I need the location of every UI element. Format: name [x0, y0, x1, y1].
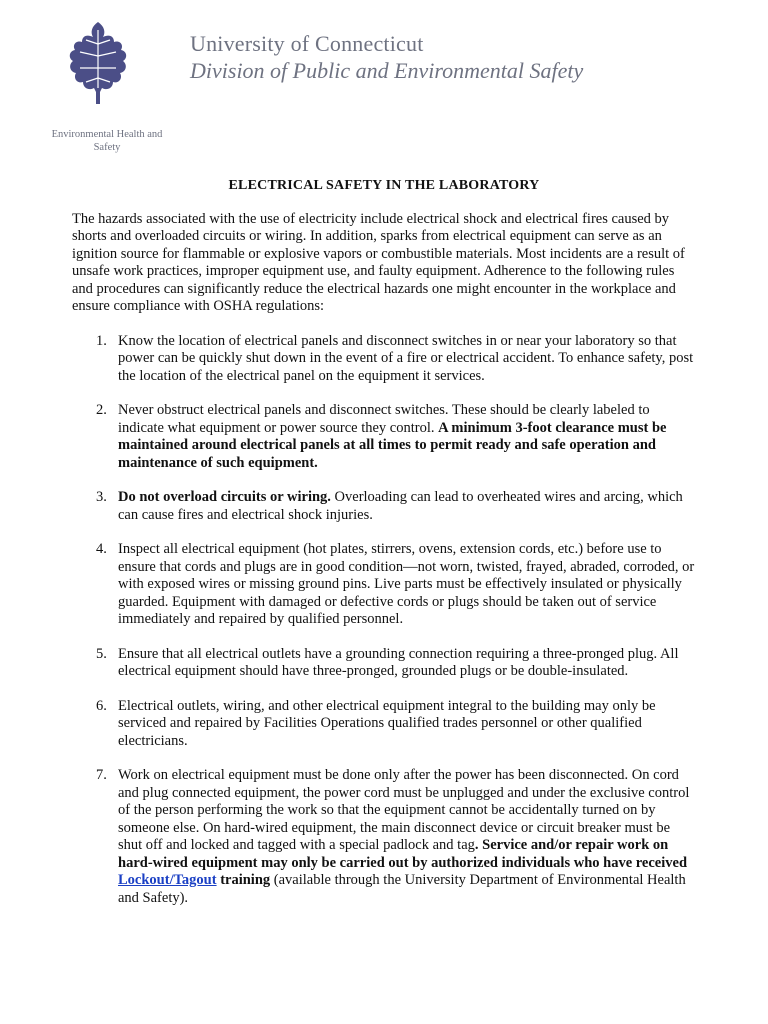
item-number: 6.: [96, 697, 107, 714]
list-item: [72, 646, 696, 681]
item-text: Ensure that all electrical outlets have a grounding connection requiring a three-pronged plug. All electrical equipment should have three-pronged, grounded plugs or be double-insulated.: [118, 645, 679, 679]
item-number: 5.: [96, 645, 107, 662]
item-text: Inspect all electrical equipment (hot plates, stirrers, ovens, extension cords, etc.) before use to ensure that cords and plugs are in good condition—not worn, twisted, frayed, abraded, corroded, or with exposed wires or missing ground pins. Live parts must be effectively insulated or physically guarded. Equipment with damaged or defective cords or plugs should be taken out of service immediately and repaired by qualified personnel.: [118, 541, 695, 627]
item-number: 1.: [96, 332, 107, 349]
item-text: Never obstruct electrical panels and disconnect switches. These should be clearly labeled to indicate what equipment or power source they control.: [118, 402, 650, 436]
oak-leaf-logo-icon: [62, 18, 134, 106]
item-number: 4.: [96, 541, 107, 557]
list-item: [72, 767, 696, 907]
document-title: ELECTRICAL SAFETY IN THE LABORATORY: [228, 178, 540, 193]
list-item: [72, 541, 696, 629]
list-item: [72, 333, 696, 386]
document-body: [72, 177, 696, 924]
item-text: Work on electrical equipment must be done only after the power has been disconnected. On cord and plug connected equipment, the power cord must be unplugged and under the exclusive control of the person performing the work so that the equipment cannot be accidentally turned on by someone else. On hard-wired equipment, the main disconnect device or circuit breaker must be shut off and locked and tagged with a special padlock and tag: [118, 767, 690, 853]
letterhead: [0, 0, 768, 160]
item-number: 3.: [96, 489, 107, 505]
safety-rules-list: [72, 333, 696, 908]
item-bold-text: Do not overload circuits or wiring.: [118, 489, 331, 505]
department-name: Environmental Health and Safety: [51, 129, 163, 153]
intro-paragraph: The hazards associated with the use of electricity include electrical shock and electrical fires caused by shorts and overloaded circuits or wiring. In addition, sparks from electrical equipment can serve as an ignition source for flammable or explosive vapors or combustible materials. Most incidents are a result of unsafe work practices, improper equipment use, and faulty equipment. Adherence to the following rules and procedures can significantly reduce the electrical hazards one might encounter in the workplace and ensure compliance with OSHA regulations:: [72, 210, 685, 314]
item-bold-text: training: [216, 872, 271, 888]
item-number: 2.: [96, 402, 107, 418]
item-text: Overloading can lead to overheated wires and arcing, which can cause fires and electrical shock injuries.: [118, 489, 683, 523]
item-bold-text: A minimum 3-foot clearance must be maintained around electrical panels at all times to permit ready and safe operation and maintenance of such equipment.: [118, 419, 667, 471]
item-text: (available through the University Department of Environmental Health and Safety).: [118, 872, 686, 906]
item-text: Know the location of electrical panels and disconnect switches in or near your laboratory so that power can be quickly shut down in the event of a fire or electrical accident. To enhance safety, post the location of the electrical panel on the equipment it services.: [118, 332, 694, 384]
item-text: Electrical outlets, wiring, and other electrical equipment integral to the building may only be serviced and repaired by Facilities Operations qualified trades personnel or other qualified electricians.: [118, 697, 656, 749]
list-item: [72, 698, 696, 751]
university-name: University of Connecticut: [190, 31, 424, 56]
item-bold-text: . Service and/or repair work on hard-wired equipment may only be carried out by authorized individuals who have received: [118, 837, 688, 871]
lockout-tagout-link[interactable]: Lockout/Tagout: [118, 872, 217, 888]
item-number: 7.: [96, 767, 107, 783]
list-item: [72, 402, 696, 472]
list-item: [72, 489, 696, 524]
division-name: Division of Public and Environmental Safety: [190, 58, 584, 83]
